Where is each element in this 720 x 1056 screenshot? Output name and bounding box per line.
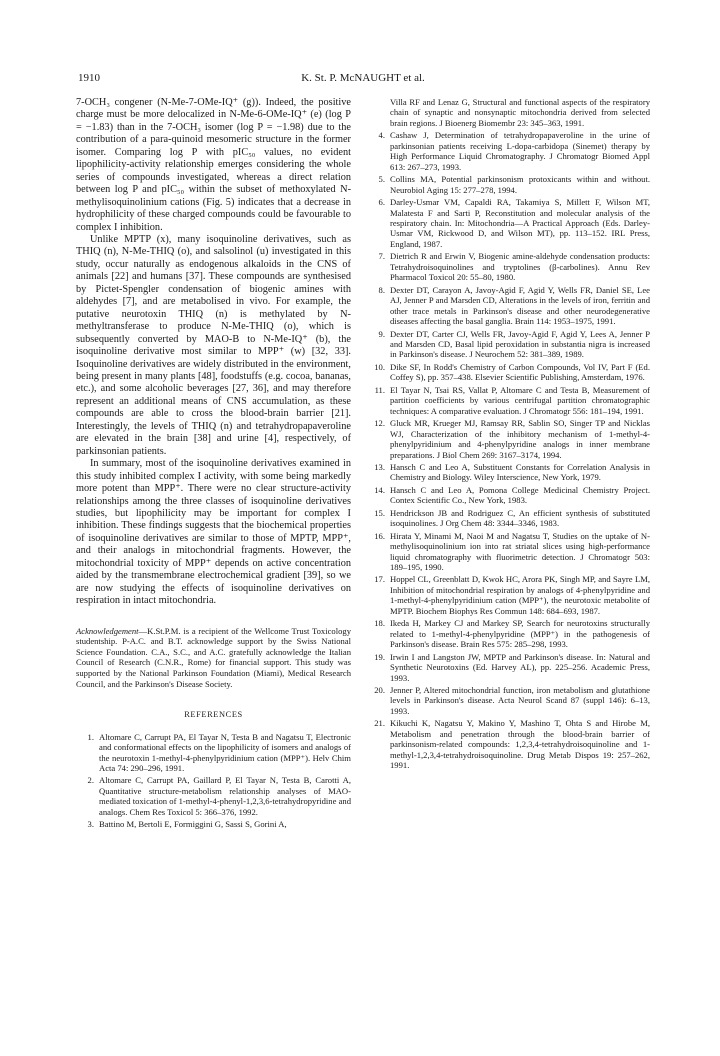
reference-number: 1.: [87, 731, 94, 742]
reference-item: [367, 508, 650, 529]
reference-number: 5.: [378, 174, 385, 185]
reference-number: 11.: [374, 384, 385, 395]
reference-text: Battino M, Bertoli E, Formiggini G, Sassi S, Gorini A,: [99, 819, 287, 830]
reference-number: 8.: [378, 284, 385, 295]
reference-text: Hansch C and Leo A, Pomona College Medicinal Chemistry Project. Contex Scientific Co., New York, 1983.: [390, 484, 650, 506]
reference-item: [367, 97, 650, 128]
reference-number: 16.: [374, 530, 385, 541]
reference-text: Hoppel CL, Greenblatt D, Kwok HC, Arora PK, Singh MP, and Sayre LM, Inhibition of mitochondrial respiration by analogs of 4-phenylpyridine and 1-methyl-4-phenylpyridinium cation (MPP⁺), the neurotoxic metabolite of MPTP. Biochem Biophys Res Commun 148: 684–693, 1987.: [390, 574, 650, 616]
reference-item: [367, 197, 650, 249]
reference-text: Altomare C, Carrupt PA, Gaillard P, El Tayar N, Testa B, Carotti A, Quantitative structure-metabolism relationship analyses of MAO-mediated toxication of 1-methyl-4-phenyl-1,2,3,6-tetrahydropyridine and analogs. Chem Res Toxicol 5: 366–376, 1992.: [99, 775, 351, 817]
reference-text: Jenner P, Altered mitochondrial function, iron metabolism and glutathione levels in Parkinson's disease. Acta Neurol Scand 87 (suppl 146): 6–13, 1993.: [390, 685, 650, 716]
reference-text: Villa RF and Lenaz G, Structural and functional aspects of the respiratory chain of synaptic and nonsynaptic mitochondria derived from selected brain regions. J Bioenerg Biomembr 23: 345–363, 1991.: [390, 97, 650, 128]
reference-text: Cashaw J, Determination of tetrahydropapaveroline in the urine of parkinsonian patients receiving L-dopa-carbidopa (Sinemet) therapy by High Performance Liquid Chromatography. J Chromatogr Biomed Appl 613: 267–273, 1993.: [390, 130, 650, 172]
reference-item: [367, 685, 650, 716]
reference-item: [76, 732, 351, 774]
reference-text: Altomare C, Carrupt PA, El Tayar N, Testa B and Nagatsu T, Electronic and conformational effects on the lipophilicity of isomers and analogs of the neurotoxin 1-methyl-4-phenylpyridinium cation (MPP⁺). Helv Chim Acta 74: 290–296, 1991.: [99, 731, 351, 773]
reference-item: [367, 174, 650, 195]
reference-text: Hendrickson JB and Rodriguez C, An efficient synthesis of substituted isoquinolines. J Org Chem 48: 3344–3346, 1983.: [390, 507, 650, 529]
body-paragraph: 7-OCH₃ congener (N-Me-7-OMe-IQ⁺ (g)). Indeed, the positive charge must be more delocalized in N-Me-6-OMe-IQ⁺ (e) (log P = −1.83) than in the 7-OCH₃ isomer (log P = −1.98) due to the contribution of a para-quinoid mesomeric structure in the former isomer. Comparing log P with pIC₅₀ values, no evident lipophilicity-activity relationship emerges considering the whole series of compounds investigated, whereas a direct relation between log P and pIC₅₀ within the subset of methoxylated N-methylisoquinolinium cations (Fig. 5) indicates that a decrease in hydrophilicity of these charged compounds could be favourable to complex I inhibition.: [76, 97, 351, 233]
reference-number: 4.: [378, 130, 385, 141]
reference-item: [367, 652, 650, 683]
reference-item: [367, 462, 650, 483]
reference-text: El Tayar N, Tsai RS, Vallat P, Altomare C and Testa B, Measurement of partition coefficients by various centrifugal partition chromatographic techniques: A comparative evaluation. J Chromatogr 556: 181–194, 1991.: [390, 384, 650, 416]
reference-number: 13.: [374, 461, 385, 472]
reference-text: Kikuchi K, Nagatsu Y, Makino Y, Mashino T, Ohta S and Hirobe M, Metabolism and penetration through the blood-brain barrier of parkinsonism-related compounds: 1,2,3,4-tetrahydroisoquinoline and 1-methyl-1,2,3,4-tetrahydroisoquinoline. Drug Metab Dispos 19: 257–262, 1991.: [390, 718, 650, 771]
reference-text: Irwin I and Langston JW, MPTP and Parkinson's disease. In: Natural and Synthetic Neurotoxins (Ed. Harvey AL), pp. 225–256. Academic Press, 1993.: [390, 651, 650, 683]
references-heading: REFERENCES: [184, 710, 243, 720]
reference-number: 6.: [378, 197, 385, 208]
reference-text: Dietrich R and Erwin V, Biogenic amine-aldehyde condensation products: Tetrahydroisoquinolines and tryptolines (β-carbolines). Annu Rev Pharmacol Toxicol 20: 55–80, 1980.: [390, 251, 650, 283]
reference-text: Gluck MR, Krueger MJ, Ramsay RR, Sablin SO, Singer TP and Nicklas WJ, Characterization of the inhibitory mechanism of 1-methyl-4-phenylpyridinium and 4-phenylpyridine analogs in inner membrane preparations. J Biol Chem 269: 3167–3174, 1994.: [390, 418, 650, 460]
reference-number: 14.: [374, 484, 385, 495]
reference-number: 21.: [374, 718, 385, 729]
left-column: [76, 97, 351, 832]
right-column: [367, 97, 650, 773]
reference-item: [367, 418, 650, 460]
reference-list-right: [367, 97, 650, 771]
reference-number: 2.: [87, 775, 94, 786]
reference-item: [367, 485, 650, 506]
reference-text: Dexter DT, Carayon A, Javoy-Agid F, Agid Y, Wells FR, Daniel SE, Lee AJ, Jenner P and Marsden CD, Alterations in the levels of iron, ferritin and other trace metals in Parkinson's disease and other neurodegenerative diseases affecting the basal ganglia. Brain 114: 1953–1975, 1991.: [390, 284, 650, 327]
reference-item: [367, 574, 650, 616]
page-number: 1910: [78, 72, 100, 84]
reference-number: 18.: [374, 618, 385, 629]
reference-item: [367, 329, 650, 360]
reference-number: 9.: [378, 328, 385, 339]
reference-number: [367, 97, 390, 128]
reference-number: 19.: [374, 651, 385, 662]
reference-text: Hirata Y, Minami M, Naoi M and Nagatsu T, Studies on the uptake of N-methylisoquinolinium ion into rat striatal slices using high-performance liquid chromatography with fluorimetric detection. J Chromatogr 503: 189–195, 1990.: [390, 530, 650, 573]
reference-number: 10.: [374, 361, 385, 372]
reference-item: [367, 385, 650, 416]
reference-text: Dexter DT, Carter CJ, Wells FR, Javoy-Agid F, Agid Y, Lees A, Jenner P and Marsden CD, Basal lipid peroxidation in substantia nigra is increased in Parkinson's disease. J Neurochem 52: 381–389, 1989.: [390, 328, 650, 360]
reference-number: 20.: [374, 685, 385, 696]
reference-item: [367, 362, 650, 383]
acknowledgement-heading: Acknowledgement: [76, 625, 139, 636]
reference-item: [76, 819, 351, 829]
reference-number: 7.: [378, 251, 385, 262]
body-paragraph: In summary, most of the isoquinoline derivatives examined in this study inhibited complex I activity, with some being markedly more potent than MPP⁺. There were no clear structure-activity relationships among the three classes of isoquinoline derivatives studies, but lipophilicity may be important for complex I inhibition. These findings suggests that the biochemical properties of isoquinoline derivatives are similar to those of MPTP, MPP⁺, and their analogs in mitochondrial fragments. However, the mitochondrial toxicity of MPP⁺ depends on active concentration aided by the transmembrane electrochemical gradient [39], so we are now studying the effects of isoquinoline derivatives on respiration in intact mitochondria.: [76, 458, 351, 607]
reference-number: 15.: [374, 507, 385, 518]
reference-text: Dike SF, In Rodd's Chemistry of Carbon Compounds, Vol IV, Part F (Ed. Coffey S), pp. 357–438. Elsevier Scientific Publishing, Amsterdam, 1976.: [390, 361, 650, 383]
reference-item: [367, 531, 650, 573]
acknowledgement-text: —K.St.P.M. is a recipient of the Wellcome Trust Toxicology studentship. P-A.C. and B.T. acknowledge support by the Swiss National Science Foundation. C.A., S.C., and A.C. gratefully acknowledge the Italian Council of Research (C.N.R., Rome) for financial support. This study was supported by the National Parkinson Foundation (Miami), Medical Research Council, and the Parkinson's Disease Society.: [76, 625, 351, 689]
running-head: K. St. P. McNAUGHT et al.: [301, 72, 425, 84]
reference-text: Collins MA, Potential parkinsonism protoxicants within and without. Neurobiol Aging 15: 277–278, 1994.: [390, 174, 650, 195]
acknowledgement: [76, 626, 351, 690]
reference-item: [367, 285, 650, 327]
reference-text: Hansch C and Leo A, Substituent Constants for Correlation Analysis in Chemistry and Biology. Wiley Interscience, New York, 1979.: [390, 461, 650, 483]
reference-item: [367, 130, 650, 172]
page-header: [78, 72, 648, 86]
reference-item: [367, 618, 650, 649]
reference-item: [367, 251, 650, 282]
reference-number: 17.: [374, 574, 385, 585]
reference-text: Darley-Usmar VM, Capaldi RA, Takamiya S, Millett F, Wilson MT, Malatesta F and Sarti P, Reconstitution and molecular analysis of the respiratory chain. In: Mitochondria—A Practical Approach (Eds. Darley-Usmar VM, Rickwood D, and Wilson MT), pp. 113–152. IRL Press, England, 1987.: [390, 197, 650, 249]
reference-number: 3.: [87, 819, 94, 830]
reference-number: 12.: [374, 418, 385, 429]
reference-item: [76, 775, 351, 817]
reference-item: [367, 718, 650, 770]
body-paragraph: Unlike MPTP (x), many isoquinoline derivatives, such as THIQ (n), N-Me-THIQ (o), and salsolinol (u) investigated in this study, occur naturally as endogenous alkaloids in the CNS of animals [22] and humans [37]. These compounds are synthesised by Pictet-Spengler condensation of biogenic amines with aldehydes [7], and are metabolised in vivo. For example, the putative neurotoxin THIQ (n) is methylated by N-methyltransferase to produce N-Me-THIQ (o), which is subsequently converted by MAO-B to N-Me-IQ⁺ (b), the isoquinoline derivative most similar to MPP⁺ (w) [32, 33]. Isoquinoline derivatives are widely distributed in the environment, being present in many plants [48], foodstuffs (e.g. cocoa, bananas, etc.), and some alcoholic beverages [27, 36], and may therefore represent an additional means of CNS accumulation, as these compounds are able to cross the blood-brain barrier [21]. Interestingly, the levels of THIQ (n) and tetrahydropapaveroline are elevated in the brain [38] and urine [4], respectively, of parkinsonian patients.: [76, 233, 351, 457]
reference-text: Ikeda H, Markey CJ and Markey SP, Search for neurotoxins structurally related to 1-methyl-4-phenylpyridine (MPP⁺) in the pathogenesis of Parkinson's disease. Brain Res 575: 285–298, 1993.: [390, 618, 650, 650]
reference-list-left: [76, 732, 351, 830]
